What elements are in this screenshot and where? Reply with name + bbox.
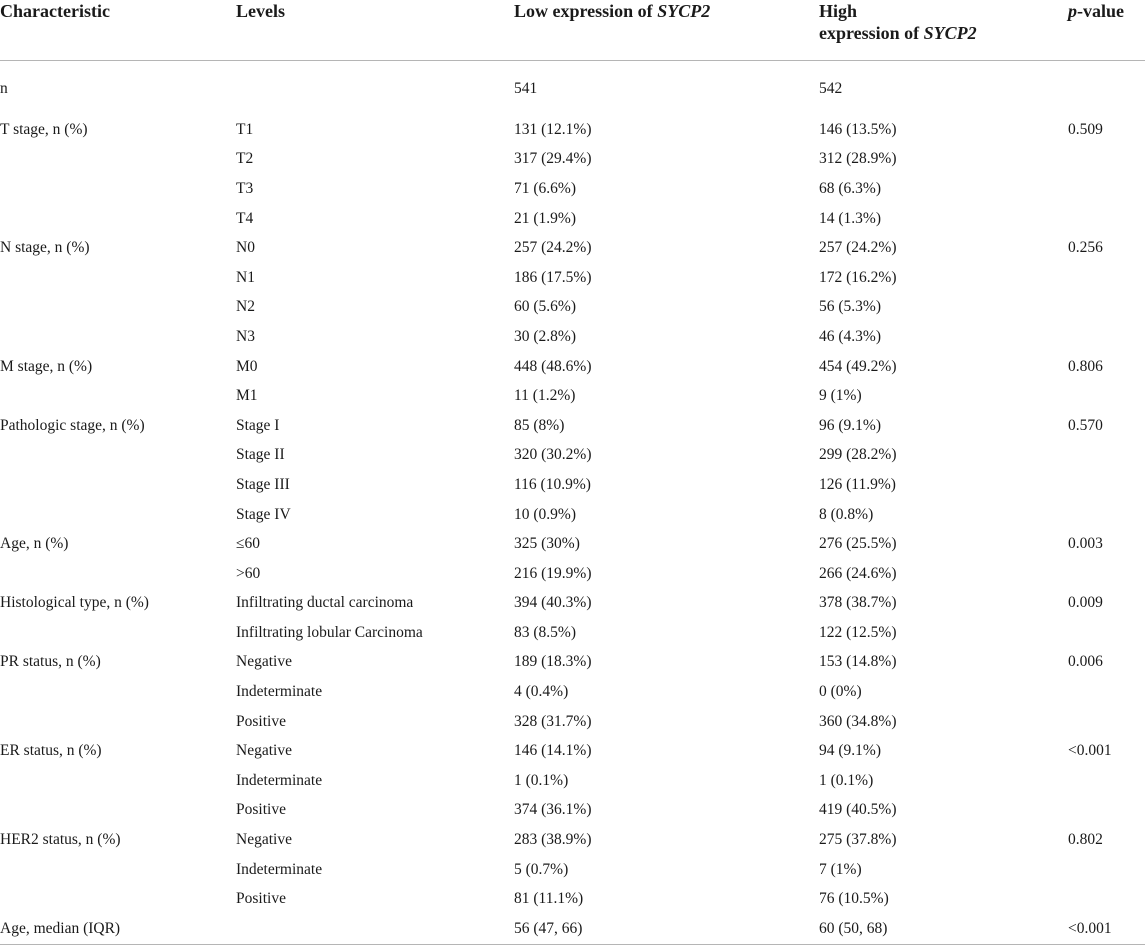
table-row <box>0 736 1145 766</box>
cell-characteristic: N stage, n (%) <box>0 239 90 257</box>
cell-low-expression: 320 (30.2%) <box>514 446 592 464</box>
cell-high-expression: 76 (10.5%) <box>819 890 889 908</box>
cell-low-expression: 394 (40.3%) <box>514 594 592 612</box>
cell-p-value <box>1068 263 1145 293</box>
cell-low-expression: 186 (17.5%) <box>514 268 592 286</box>
cell-high-expression: 7 (1%) <box>819 860 862 878</box>
table-row <box>0 381 1145 411</box>
cell-level: Positive <box>236 801 286 819</box>
cell-high-expression: 8 (0.8%) <box>819 505 874 523</box>
cell-characteristic <box>0 559 236 589</box>
cell-low-expression: 328 (31.7%) <box>514 712 592 730</box>
cell-p-value: 0.570 <box>1068 416 1103 434</box>
table-row <box>0 233 1145 263</box>
cell-characteristic <box>0 174 236 204</box>
cell-level: Negative <box>236 653 292 671</box>
table-row <box>0 618 1145 648</box>
table-row <box>0 677 1145 707</box>
cell-high-expression: 153 (14.8%) <box>819 653 897 671</box>
cell-high-expression: 94 (9.1%) <box>819 742 881 760</box>
cell-characteristic <box>0 470 236 500</box>
cell-high-expression: 419 (40.5%) <box>819 801 897 819</box>
cell-level: Indeterminate <box>236 771 323 789</box>
cell-p-value <box>1068 766 1145 796</box>
cell-high-expression: 275 (37.8%) <box>819 831 897 849</box>
header-characteristic: Characteristic <box>0 0 236 61</box>
cell-level: >60 <box>236 564 261 582</box>
cell-high-expression: 146 (13.5%) <box>819 120 897 138</box>
cell-high-expression: 360 (34.8%) <box>819 712 897 730</box>
cell-high-expression: 0 (0%) <box>819 683 862 701</box>
cell-p-value <box>1068 293 1145 323</box>
cell-low-expression: 448 (48.6%) <box>514 357 592 375</box>
cell-characteristic: Age, median (IQR) <box>0 914 236 944</box>
cell-level: N2 <box>236 298 255 316</box>
cell-low-expression: 60 (5.6%) <box>514 298 576 316</box>
cell-level: Negative <box>236 742 292 760</box>
cell-low-expression: 85 (8%) <box>514 416 565 434</box>
cell-characteristic <box>0 381 236 411</box>
cell-low-expression: 146 (14.1%) <box>514 742 592 760</box>
cell-characteristic <box>0 145 236 175</box>
cell-high-expression: 46 (4.3%) <box>819 327 881 345</box>
cell-p-value <box>1068 322 1145 352</box>
cell-high-expression: 68 (6.3%) <box>819 179 881 197</box>
cell-p-value <box>1068 204 1145 234</box>
cell-high-expression: 542 <box>819 80 843 97</box>
table-row <box>0 884 1145 914</box>
cell-high-expression: 257 (24.2%) <box>819 239 897 257</box>
cell-p-value: 0.256 <box>1068 239 1103 257</box>
cell-low-expression: 374 (36.1%) <box>514 801 592 819</box>
cell-level: T2 <box>236 150 254 168</box>
cell-high-expression: 276 (25.5%) <box>819 535 897 553</box>
cell-high-expression: 454 (49.2%) <box>819 357 897 375</box>
table-row <box>0 589 1145 619</box>
cell-p-value <box>1068 618 1145 648</box>
cell-level: Stage I <box>236 416 280 434</box>
table-header <box>0 0 1145 61</box>
cell-level: T3 <box>236 179 254 197</box>
table-row <box>0 115 1145 145</box>
cell-level: Positive <box>236 890 286 908</box>
cell-level: Infiltrating ductal carcinoma <box>236 594 414 612</box>
cell-low-expression: 541 <box>514 80 538 97</box>
cell-low-expression: 189 (18.3%) <box>514 653 592 671</box>
cell-characteristic: Age, n (%) <box>0 535 69 553</box>
header-levels: Levels <box>236 0 514 61</box>
table-row <box>0 441 1145 471</box>
cell-low-expression: 116 (10.9%) <box>514 475 591 493</box>
cell-p-value <box>1068 796 1145 826</box>
cell-high-expression: 96 (9.1%) <box>819 416 881 434</box>
cell-low-expression: 283 (38.9%) <box>514 831 592 849</box>
cell-p-value <box>1068 707 1145 737</box>
cell-level <box>236 61 514 116</box>
cell-p-value: <0.001 <box>1068 914 1145 944</box>
cell-p-value <box>1068 677 1145 707</box>
header-p-suffix: -value <box>1077 1 1124 21</box>
cell-characteristic <box>0 796 236 826</box>
table-row <box>0 352 1145 382</box>
table-row <box>0 855 1145 885</box>
cell-level: Stage II <box>236 446 285 464</box>
table-row <box>0 61 1145 116</box>
cell-characteristic <box>0 707 236 737</box>
cell-characteristic <box>0 441 236 471</box>
header-high-line1: High <box>819 1 858 21</box>
cell-p-value <box>1068 145 1145 175</box>
cell-level: Indeterminate <box>236 683 323 701</box>
cell-high-expression: 299 (28.2%) <box>819 446 897 464</box>
header-high-prefix: expression of <box>819 23 924 43</box>
cell-level: M1 <box>236 387 258 405</box>
cell-low-expression: 21 (1.9%) <box>514 209 576 227</box>
cell-p-value: 0.806 <box>1068 357 1103 375</box>
header-high-expression <box>819 0 1068 61</box>
header-p-value <box>1068 0 1145 61</box>
cell-level: T4 <box>236 209 254 227</box>
cell-p-value: <0.001 <box>1068 742 1112 760</box>
cell-high-expression: 172 (16.2%) <box>819 268 897 286</box>
cell-low-expression: 4 (0.4%) <box>514 683 569 701</box>
cell-p-value <box>1068 174 1145 204</box>
cell-p-value <box>1068 61 1145 116</box>
cell-p-value <box>1068 884 1145 914</box>
table-row <box>0 263 1145 293</box>
cell-characteristic <box>0 293 236 323</box>
table-row <box>0 293 1145 323</box>
table-row <box>0 500 1145 530</box>
header-row <box>0 0 1145 61</box>
cell-characteristic: ER status, n (%) <box>0 742 102 760</box>
cell-characteristic <box>0 322 236 352</box>
cell-characteristic: HER2 status, n (%) <box>0 831 121 849</box>
cell-level: N1 <box>236 268 255 286</box>
cell-high-expression: 312 (28.9%) <box>819 150 897 168</box>
cell-level: Positive <box>236 712 286 730</box>
header-high-gene: SYCP2 <box>923 23 977 43</box>
header-low-gene: SYCP2 <box>657 1 711 21</box>
table-row <box>0 648 1145 678</box>
table-row <box>0 529 1145 559</box>
table-row <box>0 174 1145 204</box>
cell-high-expression: 122 (12.5%) <box>819 623 897 641</box>
cell-high-expression: 56 (5.3%) <box>819 298 881 316</box>
cell-p-value: 0.802 <box>1068 831 1103 849</box>
cell-p-value <box>1068 381 1145 411</box>
cell-low-expression: 5 (0.7%) <box>514 860 569 878</box>
cell-level: T1 <box>236 120 254 138</box>
cell-low-expression: 131 (12.1%) <box>514 120 592 138</box>
cell-level: M0 <box>236 357 258 375</box>
table-row <box>0 796 1145 826</box>
cell-high-expression: 126 (11.9%) <box>819 475 896 493</box>
cell-high-expression: 60 (50, 68) <box>819 914 1068 944</box>
cell-low-expression: 317 (29.4%) <box>514 150 592 168</box>
cell-level: Stage IV <box>236 505 291 523</box>
cell-high-expression: 14 (1.3%) <box>819 209 881 227</box>
cell-p-value <box>1068 855 1145 885</box>
cell-characteristic: PR status, n (%) <box>0 653 101 671</box>
cell-low-expression: 71 (6.6%) <box>514 179 576 197</box>
cell-low-expression: 56 (47, 66) <box>514 914 819 944</box>
cell-low-expression: 216 (19.9%) <box>514 564 592 582</box>
cell-p-value: 0.003 <box>1068 535 1103 553</box>
cell-characteristic <box>0 766 236 796</box>
cell-characteristic: Histological type, n (%) <box>0 594 149 612</box>
cell-high-expression: 378 (38.7%) <box>819 594 897 612</box>
cell-characteristic <box>0 204 236 234</box>
table-row <box>0 411 1145 441</box>
cell-characteristic <box>0 263 236 293</box>
cell-p-value: 0.509 <box>1068 120 1103 138</box>
cell-p-value: 0.009 <box>1068 594 1103 612</box>
cell-level: Indeterminate <box>236 860 323 878</box>
cell-low-expression: 81 (11.1%) <box>514 890 584 908</box>
cell-level <box>236 914 514 944</box>
cell-characteristic: T stage, n (%) <box>0 120 88 138</box>
table-row <box>0 204 1145 234</box>
header-p-italic: p <box>1068 1 1077 21</box>
cell-level: N3 <box>236 327 255 345</box>
cell-p-value <box>1068 470 1145 500</box>
table-row <box>0 825 1145 855</box>
cell-level: Infiltrating lobular Carcinoma <box>236 623 423 641</box>
cell-level: Stage III <box>236 475 290 493</box>
table-body <box>0 61 1145 945</box>
cell-p-value <box>1068 441 1145 471</box>
table-row <box>0 470 1145 500</box>
cell-characteristic: n <box>0 80 8 97</box>
header-low-expression <box>514 0 819 61</box>
header-low-prefix: Low expression of <box>514 1 658 21</box>
cell-characteristic <box>0 677 236 707</box>
table-row <box>0 145 1145 175</box>
cell-low-expression: 325 (30%) <box>514 535 580 553</box>
cell-level: N0 <box>236 239 255 257</box>
cell-characteristic <box>0 855 236 885</box>
cell-low-expression: 11 (1.2%) <box>514 387 576 405</box>
cell-low-expression: 1 (0.1%) <box>514 771 569 789</box>
cell-high-expression: 266 (24.6%) <box>819 564 897 582</box>
cell-low-expression: 30 (2.8%) <box>514 327 576 345</box>
cell-low-expression: 83 (8.5%) <box>514 623 576 641</box>
cell-characteristic: M stage, n (%) <box>0 357 93 375</box>
cell-p-value <box>1068 559 1145 589</box>
table-row <box>0 914 1145 944</box>
cell-low-expression: 257 (24.2%) <box>514 239 592 257</box>
cell-low-expression: 10 (0.9%) <box>514 505 576 523</box>
cell-characteristic <box>0 884 236 914</box>
cell-high-expression: 9 (1%) <box>819 387 862 405</box>
cell-p-value <box>1068 500 1145 530</box>
cell-p-value: 0.006 <box>1068 653 1103 671</box>
cell-level: Negative <box>236 831 292 849</box>
cell-characteristic <box>0 500 236 530</box>
table-row <box>0 559 1145 589</box>
cell-characteristic: Pathologic stage, n (%) <box>0 416 145 434</box>
table-row <box>0 707 1145 737</box>
cell-level: ≤60 <box>236 535 261 553</box>
cell-high-expression: 1 (0.1%) <box>819 771 874 789</box>
table-row <box>0 322 1145 352</box>
table-row <box>0 766 1145 796</box>
cell-characteristic <box>0 618 236 648</box>
